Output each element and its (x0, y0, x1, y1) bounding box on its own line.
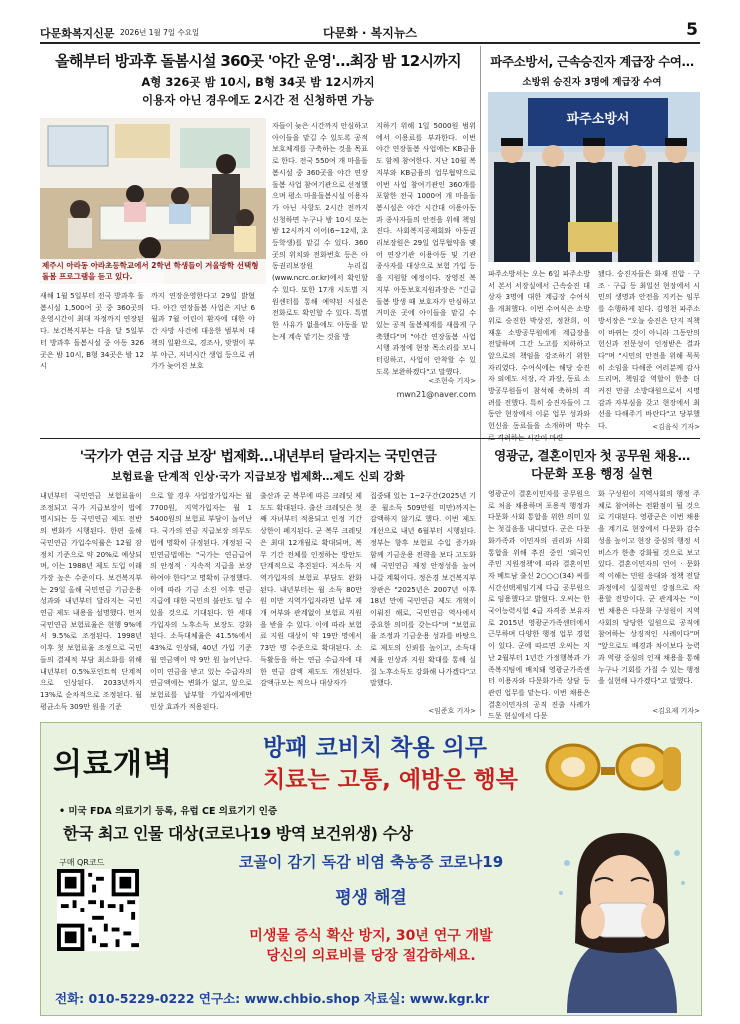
issue-date: 2026년 1월 7일 수요일 (120, 28, 200, 37)
classroom-photo (40, 118, 266, 284)
qr-label: 구매 QR코드 (59, 858, 105, 867)
article-column: 자들이 늦은 시간까지 안심하고 아이들을 맡길 수 있도록 공적 보호체계를 구축하는 것을 목표로 한다. 전국 550여 개 마을돌봄시설 중 360곳을 야간 연장돌봄 사업 참여기관으로 선정했으며 평소 마을돌봄시설 이용자가 아닌 사항도 2시간 전까지 신청하면 누구나 밤 10시 또는 밤 12시까지 이어(6~12세, 초등학생)를 맡길 수 있다. 360곳의 위치와 전화번호 등은 아동권리보장원 누리집(www.ncrc.or.kr)에서 확인할 수 있다. 또한 17개 시도별 지원센터를 통해 예약된 시설은 전화로도 확인할 수 있다. 특별한 사유가 없을에도 아동을 맡는게 계속 맡기는 것을 방 (272, 121, 368, 341)
subheadline: 이용자 아닌 경우에도 2시간 전 신청하면 가능 (142, 93, 374, 107)
paper-name: 다문화복지신문 (40, 27, 115, 40)
article-column: 됐다. 승진자들은 화재 진압 · 구조 · 구급 등 최일선 현장에서 시민의 생명과 안전을 지키는 임무를 수행하게 된다. 김영천 파주소방서장은 "오늘 승진은 단지 직책이 바뀌는 것이 아니라 그동안의 헌신과 전문성이 인정받은 결과다"며 "시민의 안전을 위해 묵묵히 소임을 다해준 여러분께 감사드리며, 책임감 역할이 한층 더 커진 만큼 소방대원으로서 시명감과 자부심을 갖고 현장에서 최선을 다해주기 바란다"고 당부했다. (598, 269, 700, 431)
article-column: 파주소방서는 오는 6일 파주소방서 본서 서장실에서 근속승진 대상자 3명에 대한 계급장 수여식을 개최했다. 이번 수여식은 소방위로 승진한 박상진, 정찬희, 이재훈 소방공무원에게 계급장을 전달하며 그간 노고를 치하하고 앞으로의 책임을 강조하기 위한 자리였다. 수여식에는 해당 승진자 외에도 서장, 각 과장, 동료 소방공무원들이 참석해 축하의 격려를 전했다. 특히 승진자들이 그동안 현장에서 이룬 업무 성과와 헌신을 동료들을 소개하며 박수 (488, 269, 590, 431)
reporter-email: mwn21@naver.com (396, 390, 476, 399)
article-column: 집중돼 있는 1~2구간(2025년 기준 월소득 509만원 미만)까지는 감액하지 않기로 했다. 이번 제도 개선으로 내년 6월부터 시행된다. 정부는 향후 보험료 수입 증가와 함께 기금운용 전략을 보다 고도화해 국민연금 재정 안정성을 높여 나갈 계획이다. 정은경 보건복지부 장관은 "2025년은 2007년 이후 18년 만에 국민연금 제도 개혁이 이뤄진 해로, 국민연금 역사에서 중요한 의미를 갖는다"며 "보험료율 조정과 기금운용 성과를 바탕으로 제도의 신뢰를 높이고, 소득대체율 인상과 지원 확대를 통해 실질 노후소득도 강화해 나가겠다"고 말했다. (370, 491, 476, 688)
ad-line: 평생 해결 (335, 888, 407, 908)
subheadline: 보험료율 단계적 인상·국가 지급보장 법제화…제도 신뢰 강화 (111, 470, 405, 483)
article-column: 새해 1월 5일부터 전국 방과후 돌봄시설 1,500여 곳 중 360곳의 운영시간이 최대 자정까지 연장된다. 보건복지부는 다음 달 5일부터 방과후 돌봄시설 중 아동 326곳은 밤 10시, B형 34곳은 밤 12시 (40, 291, 144, 371)
subheadline: A형 326곳 밤 10시, B형 34곳 밤 12시까지 (141, 75, 375, 89)
headline: '국가가 연금 지급 보장' 법제화…내년부터 달라지는 국민연금 (79, 449, 437, 465)
article-column: 화 구성원이 지역사회의 행정 주체로 참여하는 전환점이 될 것으로 기대된다. 영광군은 이번 채용을 계기로 현장에서 다문화 감수성을 높이고 현장 중심의 행정 서비스가 한층 강화될 것으로 보고 있다. 결혼이민자의 언어 · 문화적 이해는 민원 응대와 정책 전달 과정에서 실질적인 강점으로 작용할 전망이다. 군 관계자는 "이번 채용은 다문화 구성원이 지역사회의 당당한 일원으로 공직에 참여하는 상징적인 사례이다"며 "앞으로도 배경과 차이보다 능력과 역량 중심의 인재 채용을 통해 누구나 기회를 가질 수 있는 행정을 실현해 나가겠다"고 말했다. (598, 489, 700, 686)
page-header (40, 22, 700, 42)
ceremony-photo (488, 92, 700, 262)
article-column: 까지 연장운영한다고 29일 밝혔다. 아간 연장돌봄 사업은 지난 6월과 7월 어린이 환자에 대한 야간 사망 사건에 대응한 범부처 대책의 일환으로, 경조사, 맞벌이 부부 야근, 저녁시간 생업 등으로 귀가가 늦어진 보호 (151, 291, 255, 371)
ad-line: 미생물 증식 확산 방지, 30년 연구 개발 (249, 928, 493, 944)
ad-line: 당신의 의료비를 당장 절감하세요. (266, 948, 476, 964)
banner-text: 파주소방서 (566, 112, 630, 127)
header-rule (40, 42, 700, 44)
ad-headline: 치료는 고통, 예방은 행복 (263, 767, 518, 793)
subheadline: 다문화 포용 행정 실현 (531, 466, 653, 481)
article-column: 내년부터 국민연금 보험료율이 조정되고 국가 지급보장이 법에 명시되는 등 국민연금 제도 전반의 변화가 시행된다. 한편 올해 국민연금 가입수익률은 12월 잠정치 기준으로 약 20%로 예상되며, 이는 1988년 제도 도입 이래 가장 높은 수준이다. 보건복지부는 29일 올해 국민연금 기금운용 성과와 내년부터 달라지는 국민연금 제도 내용을 설명했다. 먼저 국민연금 보험료율은 현행 9%에서 9.5%로 조정된다. 1998년 이후 첫 보험료율 조정으로 국민들의 결제적 부담 최소화를 위해 내년부터 0.5%포인트씩 단계적으로 인상된다. 2033년까지 13%로 순차적으로 조정된다. 월 평균소득 309만 원을 기준 (40, 491, 142, 711)
article-column: 지하기 위해 1일 5000원 범위에서 이용료를 부과한다. 이번 야간 연장돌봄 사업에는 KB금융도 함께 참여한다. 지난 10월 복지부와 KB금융의 업무협약으로 이번 사업 참여기관인 360개를 포함한 전국 1000여 개 마을돌봄시설은 야간 시간대 이용아동과 종사자들의 안전을 위해 책임진다. 사회복지공제회와 아동권리보장원은 29일 업무협약을 맺어 연장기관 이용아동 및 기관 종사자를 대상으로 보험 가입 등을 지원할 예정이다. 장영진 복지부 아동보호지원과장은 "긴급돌봄 방생 때 보호자가 안심하고 거미운 곳에 아이들을 맡길 수 있는 공적 돌봄체계를 새롭게 구축했다"며 "야간 연장돌봄 사업 시행 과정에 현장 목소리를 모니터링하고, 사업이 안착할 수 있도록 보완하겠다"고 말했다. (376, 121, 476, 376)
headline: 영광군, 결혼이민자 첫 공무원 채용… (494, 448, 690, 463)
ad-certification: • 미국 FDA 의료기기 등록, 유럽 CE 의료기기 인증 (59, 806, 278, 817)
column-rule (480, 46, 481, 716)
sneezing-woman-illustration (547, 823, 697, 1013)
article-column: 영광군이 결혼이민자를 공무원으로 처음 채용하며 포용적 행정과 다문화 사회 통합을 위한 의미 있는 첫걸음을 내디뎠다. 군은 다문화가족과 이민자의 권리와 사회통합을 위해 추진 중인 '외국인 주민 지원정책'에 따라 결혼이민자 베트남 출신 2○○○(34) 씨를 시간선택제임기제 다급 공무원으로 임용했다고 밝혔다. 오씨는 한국어능력시험 4급 자격증 보유자로 2015년 영광군가족센터에서 근무하며 다양한 행정 업무 경험이 있다. 군에 따르면 오씨는 지난 2월부터 1년간 가정행복과 가족복지팀에 배치돼 영광군가족센터 이용자와 다문화가족 상담 등 관련 업무를 맡는다. 이번 채용은 결혼이민자의 공직 진출 사례가 드문 현실에서 다문 (488, 489, 590, 721)
article-column: 출산과 군 복무에 따른 크레딧 제도도 확대된다. 출산 크레딧은 첫째 자녀부터 적용되고 인정 기간 상한이 폐지된다. 군 복무 크레딧은 최대 12개월로 확대되며, 복무 기간 전체를 인정하는 방안도 단계적으로 추진된다. 저소득 지역가입자의 보험료 부담도 완화된다. 내년부터는 월 소득 80만 원 미만 지역가입자라면 납부 재개 여부와 관계없이 보험료 지원을 받을 수 있다. 이에 따라 보험료 지원 대상이 약 19만 명에서 73만 명 수준으로 확대된다. 소득활동을 하는 연금 수급자에 대한 연금 감액 제도도 개선된다. 감액규모는 적으나 대상자가 (260, 491, 362, 688)
reporter-byline: <김요제 기자> (652, 707, 700, 715)
product-image (537, 727, 687, 823)
qr-code-icon[interactable] (57, 869, 139, 951)
ad-headline: 방패 코비치 착용 의무 (263, 735, 487, 761)
headline: 올해부터 방과후 돌봄시설 360곳 '야간 운영'…최장 밤 12시까지 (55, 52, 461, 70)
reporter-byline: <임준호 기자> (428, 707, 476, 715)
section-title: 다문화 · 복지뉴스 (322, 26, 418, 40)
page-number: 5 (686, 20, 698, 40)
headline: 파주소방서, 근속승진자 계급장 수여… (490, 54, 694, 69)
section-rule (40, 438, 700, 439)
ad-contact: 전화: 010-5229-0222 연구소: www.chbio.shop 자료실: www.kgr.kr (55, 991, 490, 1006)
article-column: 으로 할 경우 사업장가입자는 월 7700원, 지역가입자는 월 1 5400원의 보험료 부담이 늘어난다. 국가의 연금 지급보장 의무도 법에 명확히 규정된다. 개정된 국민연금법에는 "국가는 연금급여의 안정적 · 지속적 지급을 보장하여야 한다"고 명확히 규정했다. 이에 따라 기금 소진 이후 연금 지급에 대한 국민의 불안도 덜 수 있을 것으로 기대된다. 한 세대 가입자의 노후소득 보장도 강화된다. 소득대체율은 41.5%에서 43%로 인상돼, 40년 가입 기준 월 연금액이 약 9만 원 늘어난다. 이미 연금을 받고 있는 수급자의 연금액에는 변화가 없고, 앞으로 보험료를 납부할 가입자에게만 인상 효과가 적용된다. (150, 491, 252, 711)
ad-line: 코골이 감기 독감 비염 축농증 코로나19 (238, 853, 504, 871)
article-fire-station (484, 46, 700, 434)
article-yeonggwang (484, 442, 700, 721)
reporter-byline: <김음식 기자> (652, 423, 700, 431)
subheadline: 소방위 승진자 3명에 계급장 수여 (522, 77, 662, 88)
article-pension (40, 442, 476, 718)
photo-caption: 제주시 아라동 아라초등학교에서 2학년 학생들이 겨울방학 선택형 돌봄 프로그램을 듣고 있다. (40, 259, 270, 284)
ad-award: 한국 최고 인물 대상(코로나19 방역 보건위생) 수상 (63, 824, 413, 843)
advertisement (40, 722, 702, 1016)
ad-title: 의료개벽 (53, 747, 173, 782)
article-childcare (40, 46, 476, 436)
reporter-byline: <조현숙 기자> (428, 377, 476, 385)
